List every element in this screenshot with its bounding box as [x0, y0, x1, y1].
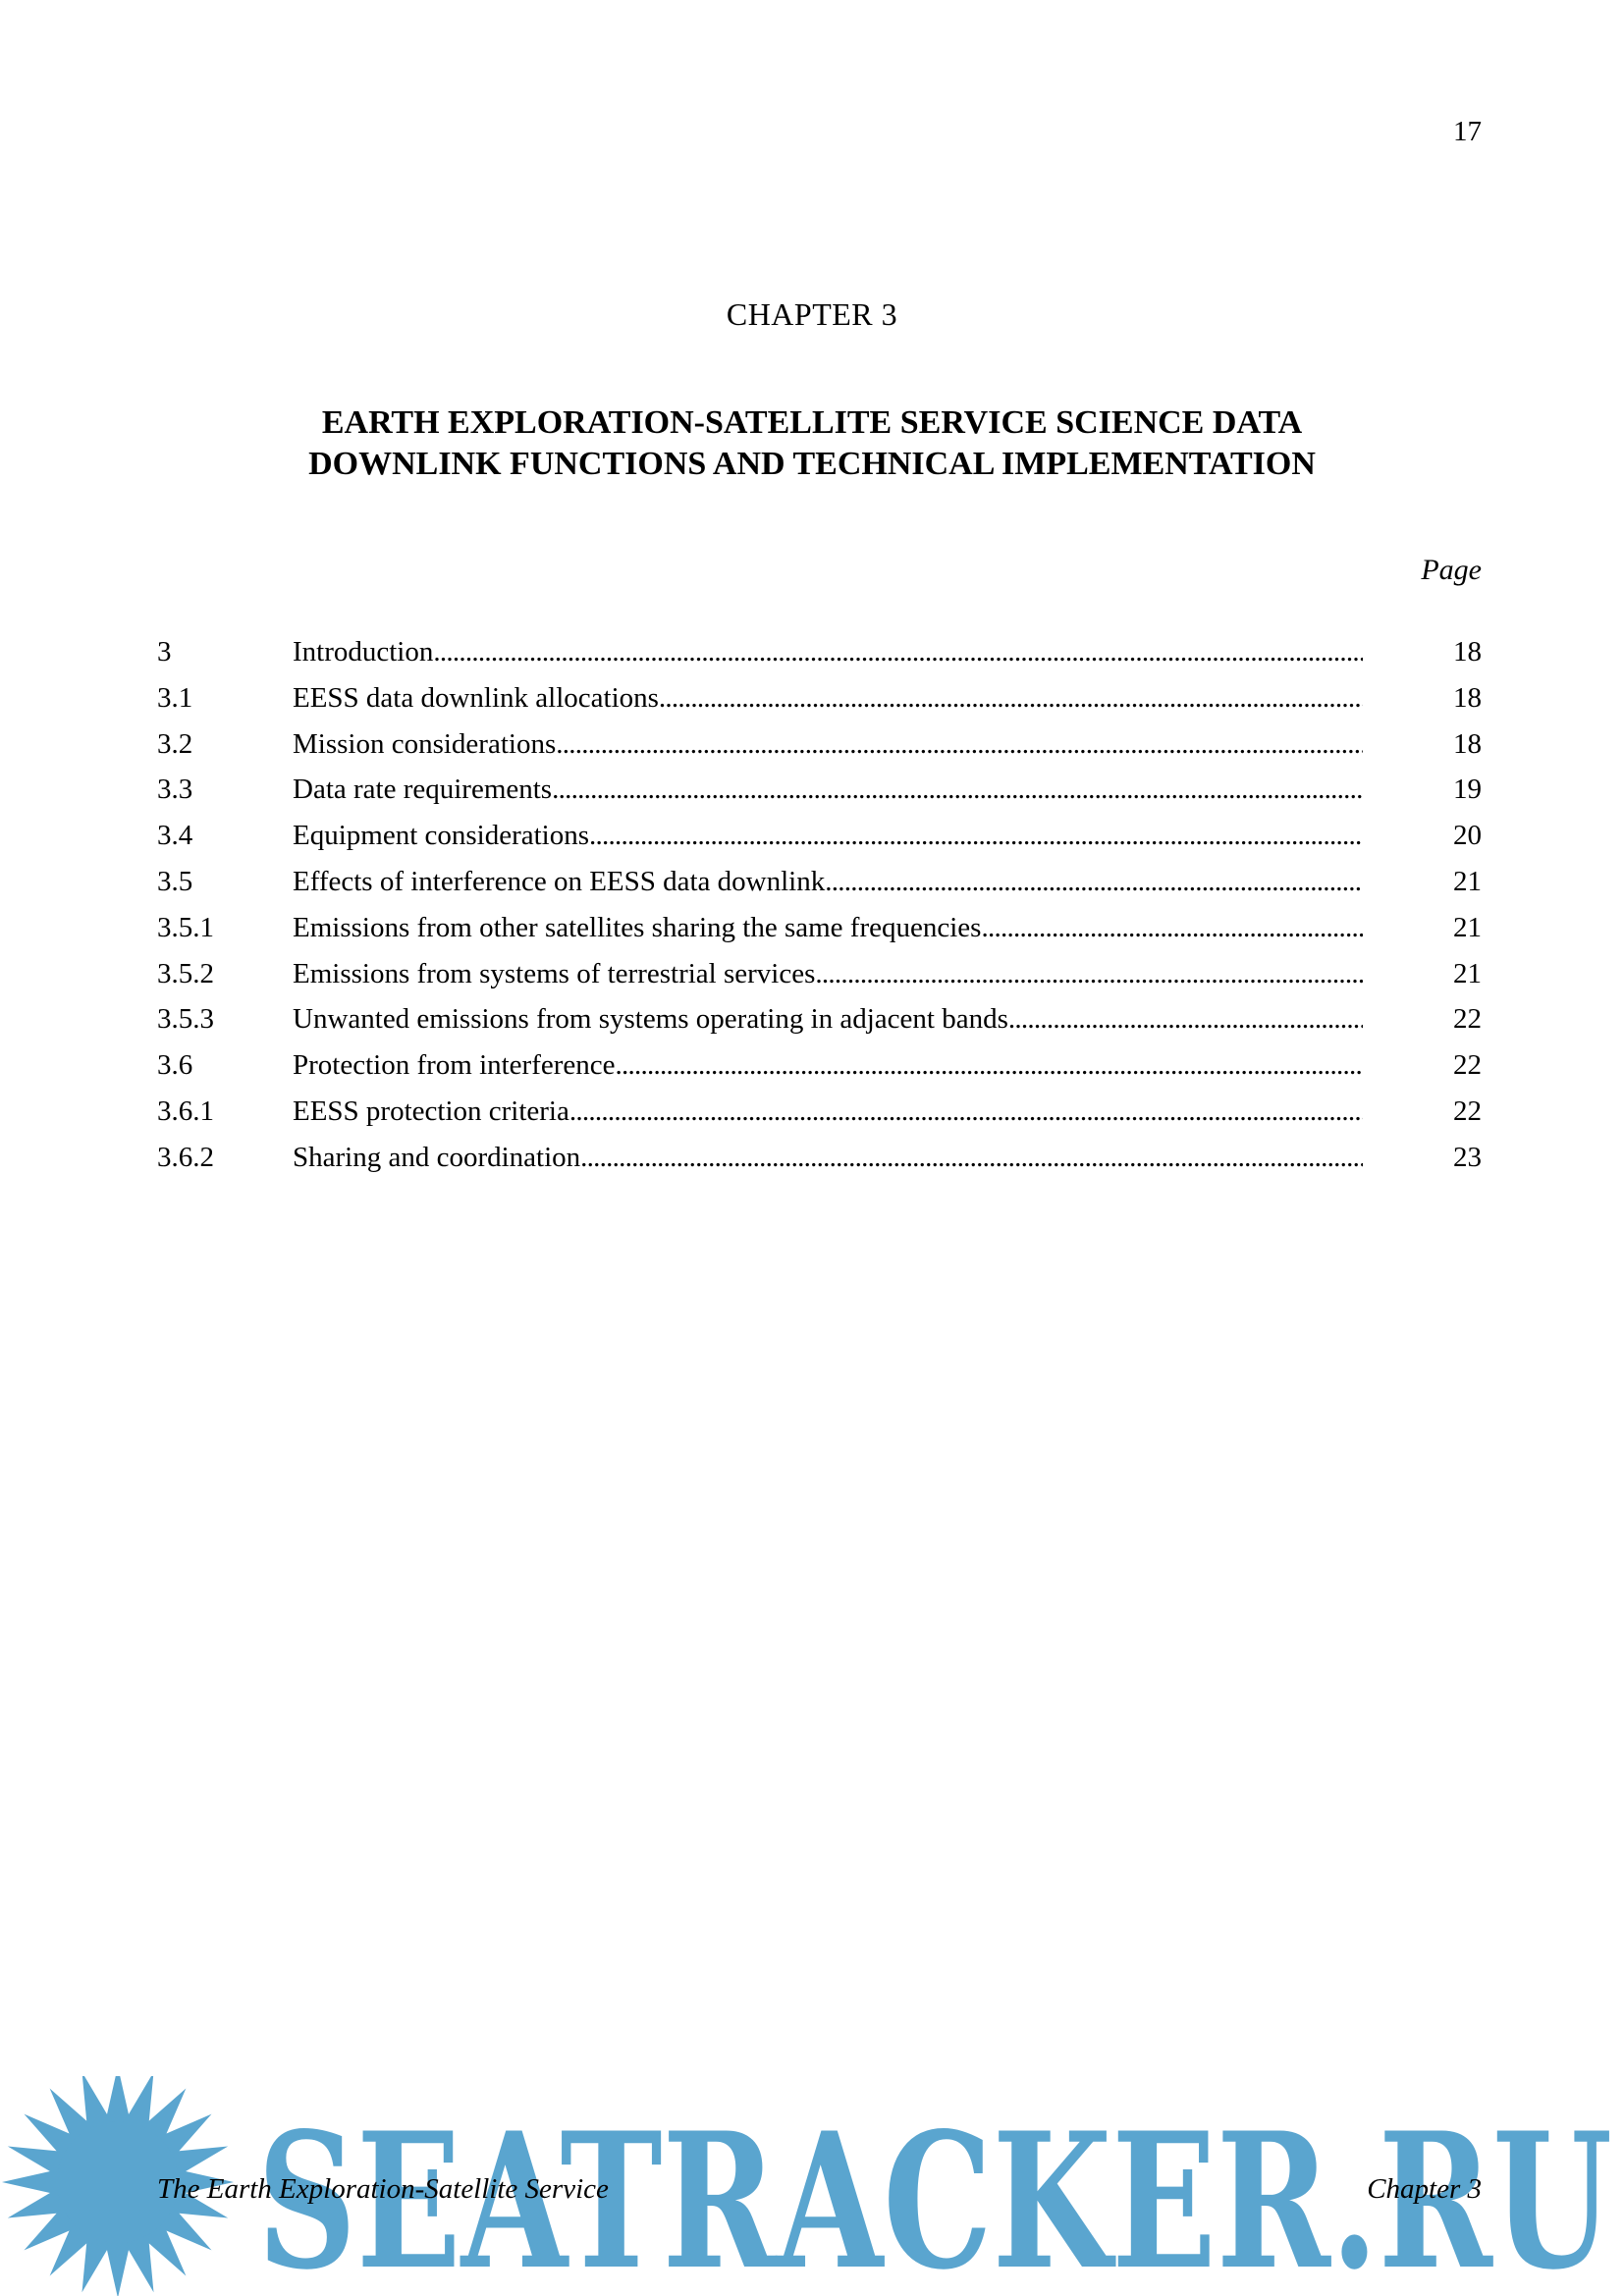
- toc-entry-number: 3.6.2: [157, 1141, 214, 1173]
- toc-entry-page: 23: [1453, 1141, 1482, 1173]
- toc-entry-number: 3.5: [157, 865, 193, 897]
- chapter-title-line-2: DOWNLINK FUNCTIONS AND TECHNICAL IMPLEMENTATION: [308, 446, 1316, 482]
- toc-leader-dots: [825, 866, 1363, 898]
- footer-chapter-label: Chapter 3: [1367, 2173, 1482, 2205]
- toc-entry-title: Unwanted emissions from systems operating in adjacent bands: [293, 1003, 1008, 1036]
- toc-entry-title: Data rate requirements: [293, 774, 553, 806]
- chapter-title: [0, 402, 1624, 485]
- toc-entry-page: 18: [1453, 636, 1482, 667]
- toc-entry[interactable]: [157, 820, 1482, 866]
- toc-entry-number: 3.5.1: [157, 911, 214, 943]
- toc-entry[interactable]: [157, 636, 1482, 682]
- toc-entry-page: 22: [1453, 1003, 1482, 1036]
- toc-entry-title: Equipment considerations: [293, 820, 590, 852]
- toc-entry-number: 3.1: [157, 681, 193, 714]
- toc-entry-number: 3.6: [157, 1049, 193, 1082]
- toc-entry-page: 18: [1453, 727, 1482, 760]
- toc-entry[interactable]: [157, 1142, 1482, 1188]
- toc-entry-page: 19: [1453, 774, 1482, 806]
- toc-entry-page: 22: [1453, 1049, 1482, 1082]
- toc-entry-number: 3.6.1: [157, 1095, 214, 1127]
- page-number: 17: [1453, 116, 1482, 147]
- footer-book-title: The Earth Exploration-Satellite Service: [157, 2173, 609, 2205]
- toc-entry[interactable]: [157, 728, 1482, 774]
- toc-entry-page: 21: [1453, 957, 1482, 989]
- chapter-label: CHAPTER 3: [726, 296, 898, 332]
- toc-leader-dots: [1008, 1003, 1363, 1036]
- toc-entry-number: 3.5.3: [157, 1003, 214, 1036]
- chapter-title-line-1: EARTH EXPLORATION-SATELLITE SERVICE SCIENCE DATA: [321, 404, 1303, 441]
- toc-leader-dots: [580, 1142, 1363, 1174]
- toc-leader-dots: [433, 636, 1363, 668]
- toc-leader-dots: [616, 1049, 1363, 1082]
- toc-entry[interactable]: [157, 958, 1482, 1004]
- toc-entry-title: Mission considerations: [293, 727, 557, 760]
- toc-leader-dots: [815, 958, 1363, 990]
- toc-entry[interactable]: [157, 1049, 1482, 1095]
- toc-page-heading: Page: [1421, 554, 1482, 586]
- toc-entry-title: Introduction: [293, 636, 434, 667]
- toc-entry-number: 3.5.2: [157, 957, 214, 989]
- toc-leader-dots: [552, 774, 1363, 806]
- toc-entry[interactable]: [157, 912, 1482, 958]
- toc-entry-title: EESS protection criteria: [293, 1095, 569, 1127]
- toc-entry-title: Protection from interference: [293, 1049, 616, 1082]
- toc-leader-dots: [556, 728, 1363, 761]
- toc-entry[interactable]: [157, 1095, 1482, 1142]
- toc-entry-title: Emissions from other satellites sharing the same frequencies: [293, 911, 982, 943]
- toc-entry-page: 20: [1453, 820, 1482, 852]
- toc-entry[interactable]: [157, 774, 1482, 820]
- toc-leader-dots: [589, 820, 1363, 852]
- watermark-text: SEATRACKER.RU: [257, 2092, 1612, 2296]
- toc-entry-page: 21: [1453, 911, 1482, 943]
- toc-entry-page: 18: [1453, 681, 1482, 714]
- toc-entry-number: 3.2: [157, 727, 193, 760]
- toc-entry-page: 21: [1453, 865, 1482, 897]
- toc-entry[interactable]: [157, 682, 1482, 728]
- toc-entry-number: 3.3: [157, 774, 193, 806]
- toc-entry-page: 22: [1453, 1095, 1482, 1127]
- table-of-contents: [157, 636, 1482, 1188]
- toc-entry-number: 3: [157, 636, 172, 667]
- toc-entry-title: EESS data downlink allocations: [293, 681, 659, 714]
- toc-entry-title: Sharing and coordination: [293, 1141, 581, 1173]
- toc-entry[interactable]: [157, 1003, 1482, 1049]
- toc-leader-dots: [569, 1095, 1363, 1128]
- toc-entry-title: Emissions from systems of terrestrial services: [293, 957, 816, 989]
- toc-leader-dots: [659, 682, 1363, 715]
- toc-leader-dots: [981, 912, 1363, 944]
- toc-entry-number: 3.4: [157, 820, 193, 852]
- toc-entry[interactable]: [157, 866, 1482, 912]
- toc-entry-title: Effects of interference on EESS data downlink: [293, 865, 826, 897]
